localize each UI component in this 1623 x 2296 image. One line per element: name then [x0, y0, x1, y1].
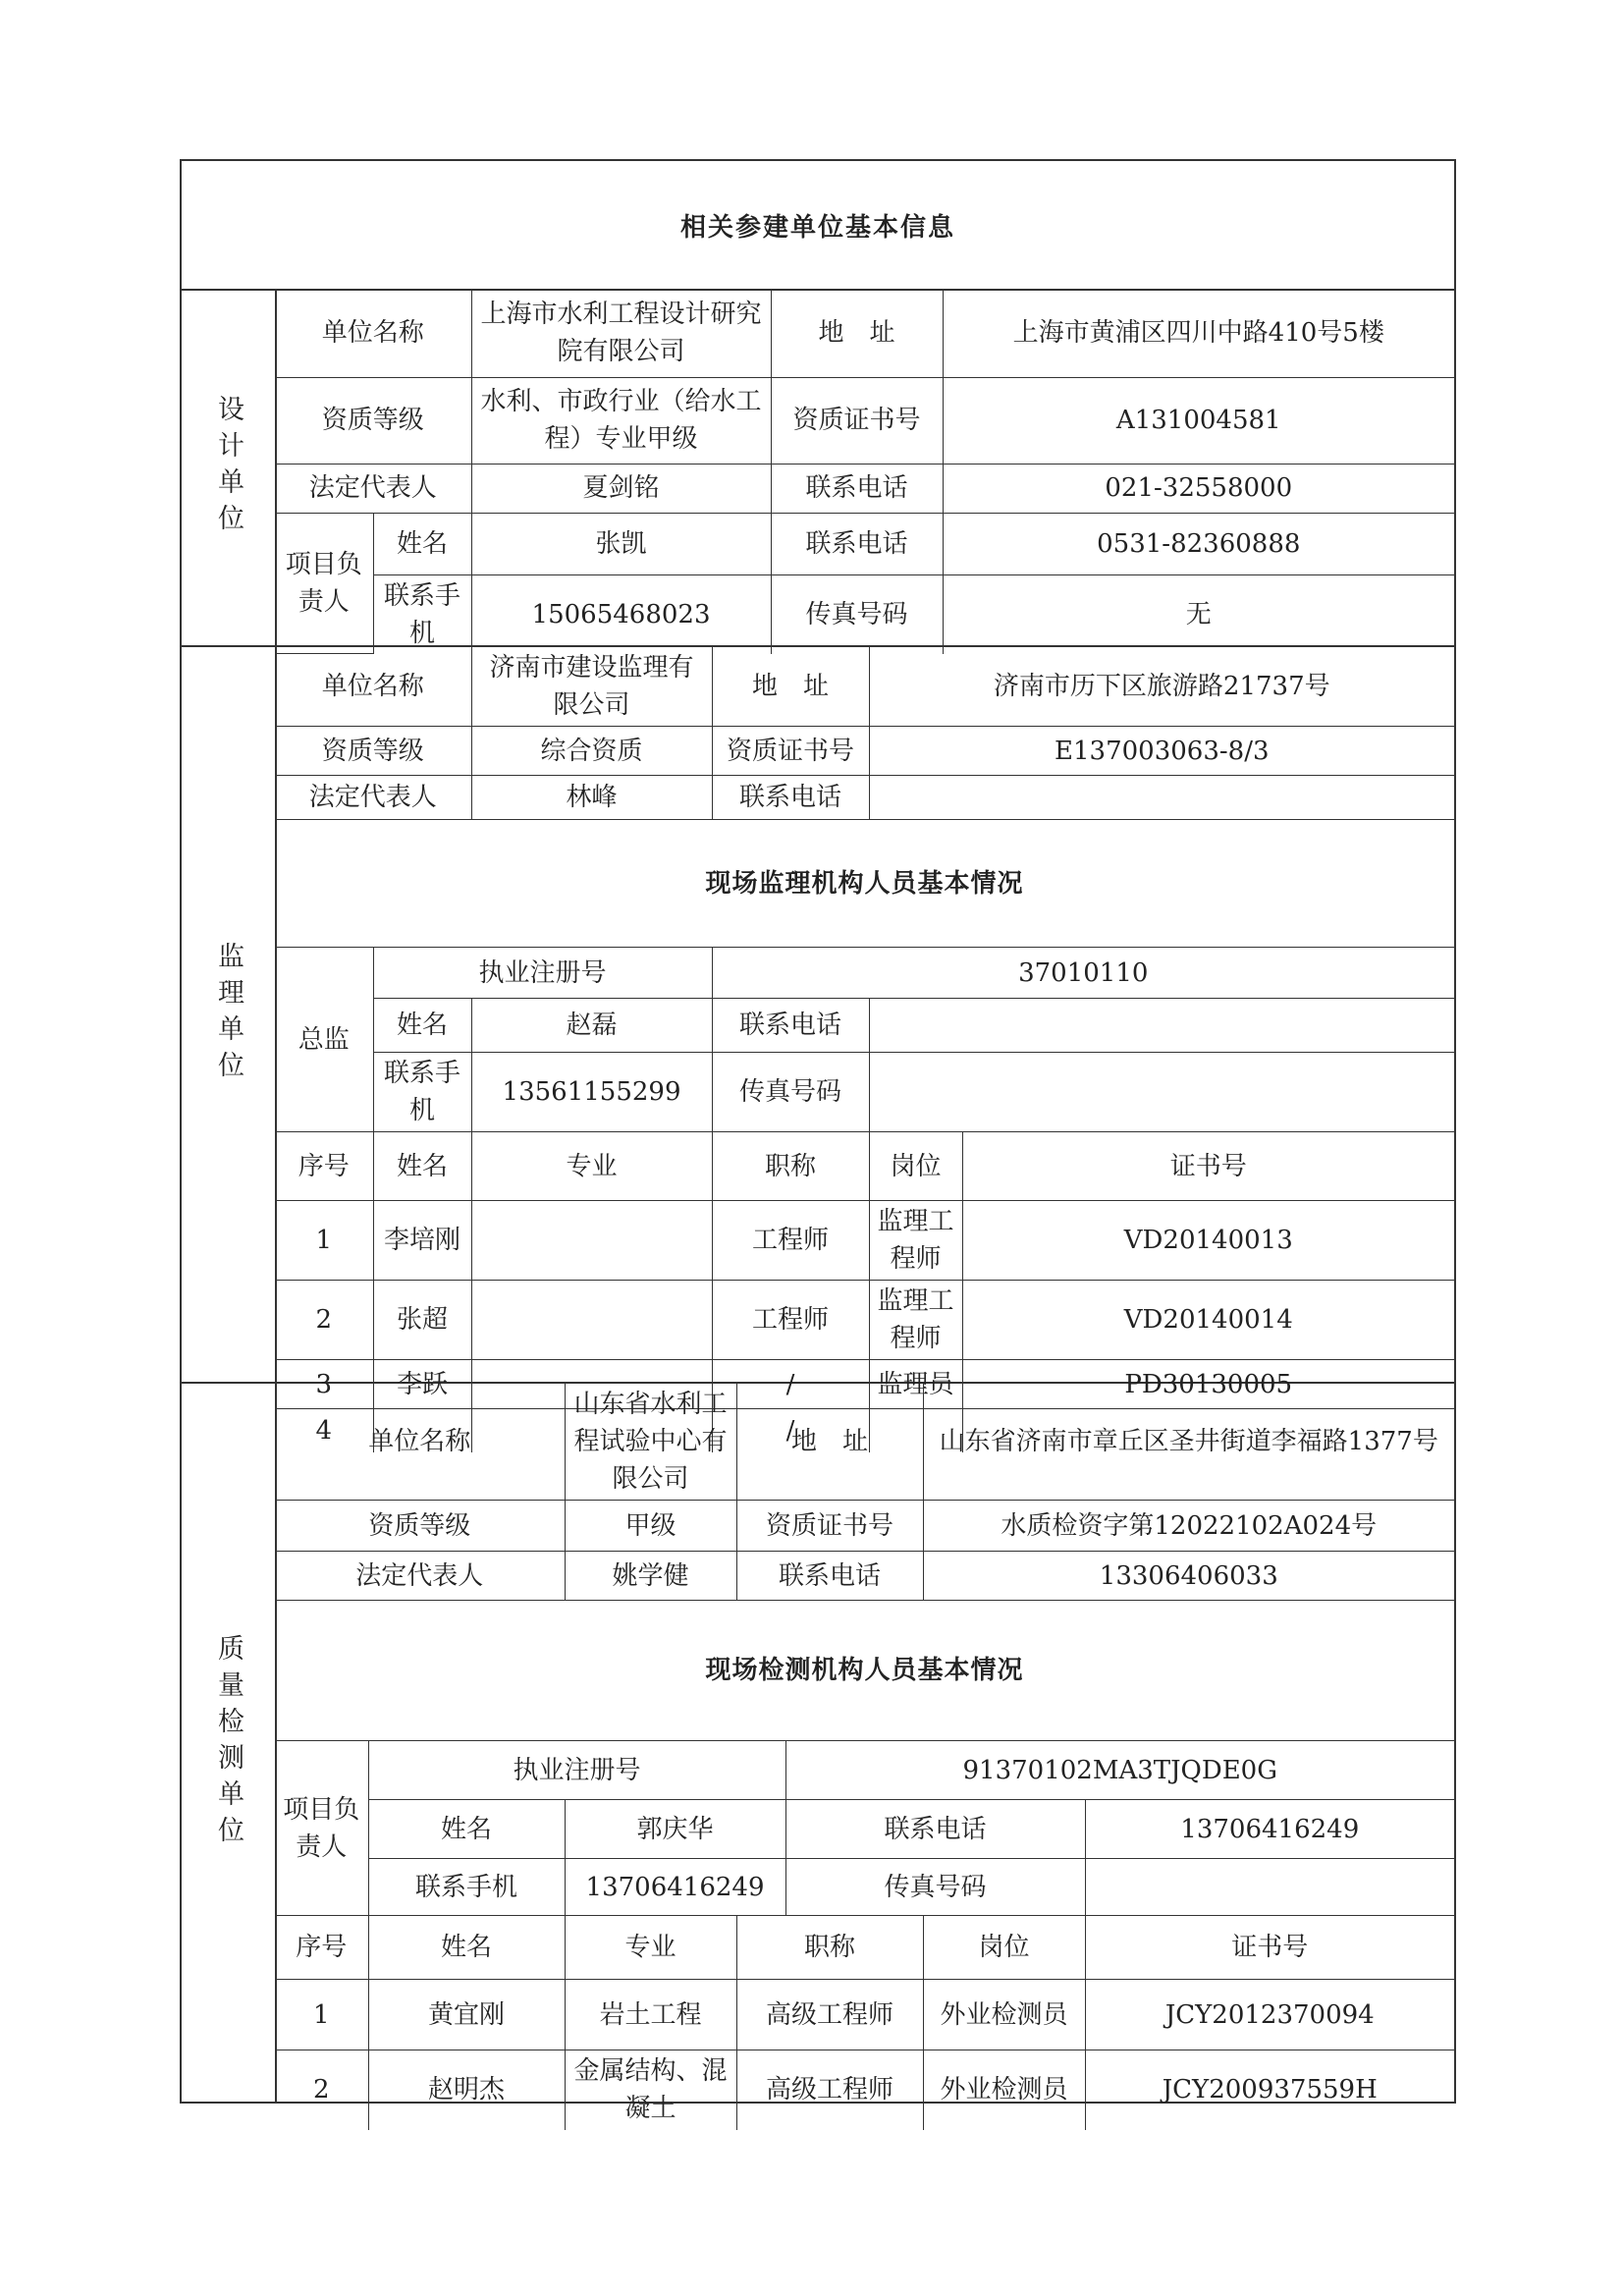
test-address-label: 地 址 [736, 1384, 923, 1501]
row-cert: JCY200937559H [1085, 2050, 1454, 2130]
sup-cert-label: 资质证书号 [712, 727, 869, 776]
row-no: 2 [275, 1281, 373, 1360]
design-unit-name: 上海市水利工程设计研究院有限公司 [471, 289, 771, 377]
sup-chief-name: 赵磊 [471, 999, 712, 1053]
testing-label: 质量检测单位 [182, 1384, 277, 2102]
design-unit-name-label: 单位名称 [275, 289, 471, 377]
test-unit-name: 山东省水利工程试验中心有限公司 [565, 1384, 736, 1501]
design-pm-label: 项目负责人 [275, 513, 373, 654]
sup-chief-phone-label: 联系电话 [712, 999, 869, 1053]
design-cert: A131004581 [943, 377, 1454, 464]
row-no: 1 [275, 1201, 373, 1281]
sup-legal: 林峰 [471, 776, 712, 820]
sup-cert: E137003063-8/3 [869, 727, 1454, 776]
row-no: 1 [275, 1980, 368, 2050]
test-pm-phone-label: 联系电话 [785, 1800, 1085, 1859]
sup-qual-label: 资质等级 [275, 727, 471, 776]
design-cert-label: 资质证书号 [771, 377, 943, 464]
sup-col-cert: 证书号 [962, 1132, 1454, 1201]
design-label: 设计单位 [182, 289, 277, 645]
sup-col-major: 专业 [471, 1132, 712, 1201]
sup-col-name: 姓名 [373, 1132, 471, 1201]
row-major: 岩土工程 [565, 1980, 736, 2050]
sup-chief-mobile: 13561155299 [471, 1053, 712, 1132]
row-cert: PD30130005 [962, 1360, 1454, 1409]
test-cert: 水质检资字第12022102A024号 [923, 1501, 1454, 1552]
test-pm-label: 项目负责人 [275, 1741, 368, 1916]
sup-legal-label: 法定代表人 [275, 776, 471, 820]
sup-address-label: 地 址 [712, 647, 869, 727]
row-name: 李跃 [373, 1360, 471, 1409]
table-row [275, 1201, 1454, 1281]
testing-table [275, 1384, 1454, 2130]
design-phone: 021-32558000 [943, 464, 1454, 513]
design-address: 上海市黄浦区四川中路410号5楼 [943, 289, 1454, 377]
test-legal-label: 法定代表人 [275, 1552, 565, 1601]
test-qual: 甲级 [565, 1501, 736, 1552]
sup-unit-name: 济南市建设监理有限公司 [471, 647, 712, 727]
design-section [182, 289, 1454, 647]
test-col-cert: 证书号 [1085, 1916, 1454, 1980]
row-no: 4 [275, 1409, 373, 1452]
design-legal-label: 法定代表人 [275, 464, 471, 513]
info-sheet [180, 159, 1456, 2124]
sup-chief-name-label: 姓名 [373, 999, 471, 1053]
test-reg: 91370102MA3TJQDE0G [785, 1741, 1454, 1800]
sup-subtitle: 现场监理机构人员基本情况 [275, 820, 1454, 948]
test-phone: 13306406033 [923, 1552, 1454, 1601]
test-pm-fax [1085, 1859, 1454, 1916]
row-title: / [712, 1409, 869, 1452]
sup-chief-fax-label: 传真号码 [712, 1053, 869, 1132]
supervision-table [275, 647, 1454, 1452]
sup-reg-label: 执业注册号 [373, 948, 712, 999]
design-qual-label: 资质等级 [275, 377, 471, 464]
table-row [275, 1980, 1454, 2050]
testing-section [182, 1384, 1454, 2124]
sup-chief-label: 总监 [275, 948, 373, 1132]
test-subtitle: 现场检测机构人员基本情况 [275, 1601, 1454, 1741]
row-no: 2 [275, 2050, 368, 2130]
test-legal: 姚学健 [565, 1552, 736, 1601]
test-pm-phone: 13706416249 [1085, 1800, 1454, 1859]
test-pm-name: 郭庆华 [565, 1800, 785, 1859]
test-qual-label: 资质等级 [275, 1501, 565, 1552]
row-title: / [712, 1360, 869, 1409]
row-major [471, 1281, 712, 1360]
design-table [275, 289, 1454, 654]
test-col-post: 岗位 [923, 1916, 1085, 1980]
row-cert: JCY2012370094 [1085, 1980, 1454, 2050]
sup-address: 济南市历下区旅游路21737号 [869, 647, 1454, 727]
sup-phone [869, 776, 1454, 820]
sup-chief-phone [869, 999, 1454, 1053]
row-post: 外业检测员 [923, 2050, 1085, 2130]
test-unit-name-label: 单位名称 [275, 1384, 565, 1501]
row-cert: VD20140014 [962, 1281, 1454, 1360]
test-pm-mobile: 13706416249 [565, 1859, 785, 1916]
row-name: 黄宜刚 [368, 1980, 565, 2050]
table-row [275, 1281, 1454, 1360]
test-col-title: 职称 [736, 1916, 923, 1980]
row-major [471, 1201, 712, 1281]
sup-phone-label: 联系电话 [712, 776, 869, 820]
row-major: 金属结构、混凝土 [565, 2050, 736, 2130]
sup-unit-name-label: 单位名称 [275, 647, 471, 727]
design-pm-fax-label: 传真号码 [771, 574, 943, 654]
design-pm-name: 张凯 [471, 513, 771, 574]
row-post: 监理工程师 [869, 1201, 962, 1281]
test-col-major: 专业 [565, 1916, 736, 1980]
design-pm-fax: 无 [943, 574, 1454, 654]
row-name: 张超 [373, 1281, 471, 1360]
sup-col-post: 岗位 [869, 1132, 962, 1201]
design-qual: 水利、市政行业（给水工程）专业甲级 [471, 377, 771, 464]
test-address: 山东省济南市章丘区圣井街道李福路1377号 [923, 1384, 1454, 1501]
row-title: 工程师 [712, 1201, 869, 1281]
row-name: 李培刚 [373, 1201, 471, 1281]
row-post: 外业检测员 [923, 1980, 1085, 2050]
test-reg-label: 执业注册号 [368, 1741, 785, 1800]
sup-chief-fax [869, 1053, 1454, 1132]
test-phone-label: 联系电话 [736, 1552, 923, 1601]
row-cert: VD20140013 [962, 1201, 1454, 1281]
row-post: 监理工程师 [869, 1281, 962, 1360]
design-legal: 夏剑铭 [471, 464, 771, 513]
row-name: 赵明杰 [368, 2050, 565, 2130]
design-pm-mobile-label: 联系手机 [373, 574, 471, 654]
page-title: 相关参建单位基本信息 [182, 161, 1454, 291]
test-pm-mobile-label: 联系手机 [368, 1859, 565, 1916]
row-title: 高级工程师 [736, 2050, 923, 2130]
row-post: 监理员 [869, 1360, 962, 1409]
sup-chief-mobile-label: 联系手机 [373, 1053, 471, 1132]
row-no: 3 [275, 1360, 373, 1409]
sup-col-no: 序号 [275, 1132, 373, 1201]
test-pm-fax-label: 传真号码 [785, 1859, 1085, 1916]
test-col-no: 序号 [275, 1916, 368, 1980]
design-pm-mobile: 15065468023 [471, 574, 771, 654]
design-phone-label: 联系电话 [771, 464, 943, 513]
test-col-name: 姓名 [368, 1916, 565, 1980]
table-row [275, 2050, 1454, 2130]
sup-col-title: 职称 [712, 1132, 869, 1201]
sup-reg: 37010110 [712, 948, 1454, 999]
row-title: 工程师 [712, 1281, 869, 1360]
supervision-label: 监理单位 [182, 647, 277, 1382]
design-pm-name-label: 姓名 [373, 513, 471, 574]
test-pm-name-label: 姓名 [368, 1800, 565, 1859]
row-title: 高级工程师 [736, 1980, 923, 2050]
sup-qual: 综合资质 [471, 727, 712, 776]
design-pm-phone: 0531-82360888 [943, 513, 1454, 574]
design-address-label: 地 址 [771, 289, 943, 377]
test-cert-label: 资质证书号 [736, 1501, 923, 1552]
design-pm-phone-label: 联系电话 [771, 513, 943, 574]
